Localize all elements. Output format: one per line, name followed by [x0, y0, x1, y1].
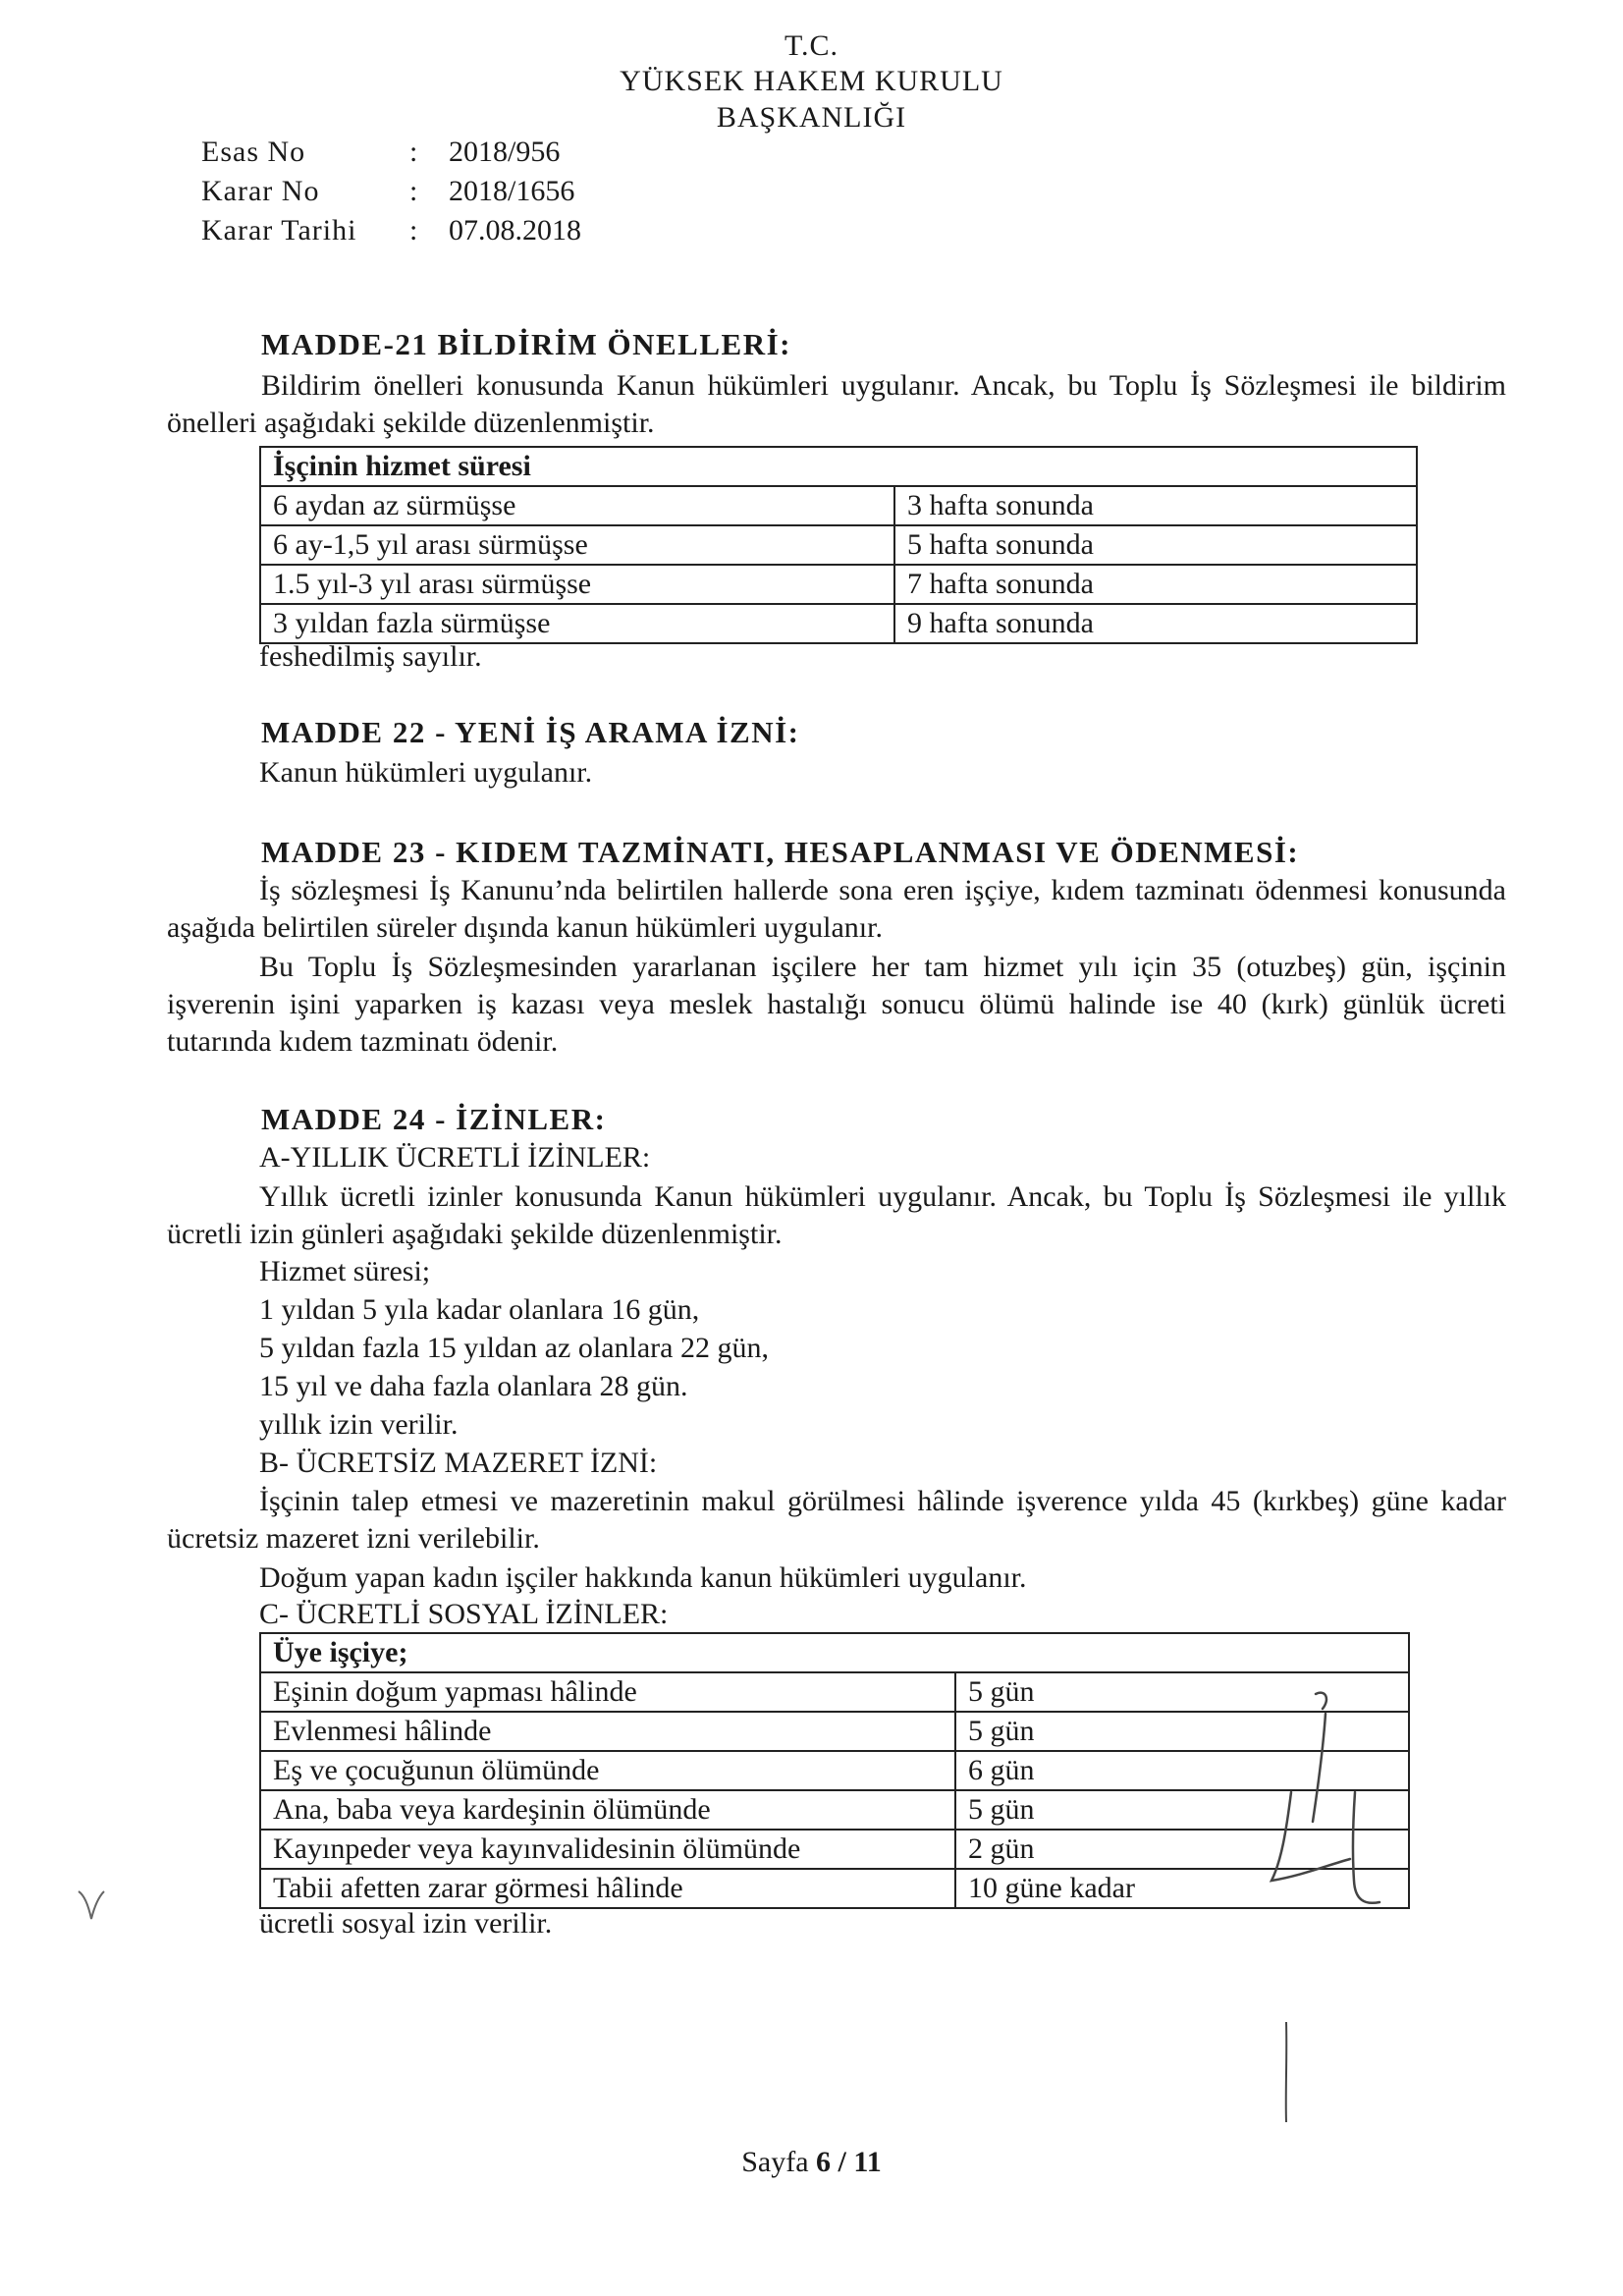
table-cell: 5 gün	[955, 1672, 1409, 1712]
margin-mark-icon	[75, 1886, 108, 1925]
page-total: 11	[853, 2146, 882, 2178]
table-row	[260, 565, 1417, 604]
madde24-c-title: C- ÜCRETLİ SOSYAL İZİNLER:	[259, 1598, 669, 1630]
table-cell: Evlenmesi hâlinde	[260, 1712, 955, 1751]
table-cell: 6 aydan az sürmüşse	[260, 486, 894, 525]
meta-colon: :	[409, 136, 418, 168]
meta-value: 2018/956	[449, 136, 561, 168]
notice-period-table	[259, 446, 1418, 644]
madde23-para2: Bu Toplu İş Sözleşmesinden yararlanan işçilere her tam hizmet yılı için 35 (otuzbeş) gün, işçinin işverenin işini yaparken iş kazası veya meslek hastalığı sonucu ölümü halinde ise 40 (kırk) günlük ücreti tutarında kıdem tazminatı ödenir.	[167, 951, 1506, 1058]
table-cell: 6 ay-1,5 yıl arası sürmüşse	[260, 525, 894, 565]
table-cell: 5 gün	[955, 1790, 1409, 1830]
table-cell: 3 yıldan fazla sürmüşse	[260, 604, 894, 643]
madde21-after: feshedilmiş sayılır.	[259, 640, 482, 673]
list-item: yıllık izin verilir.	[259, 1408, 459, 1441]
table-row	[260, 486, 1417, 525]
table-cell: 5 hafta sonunda	[894, 525, 1417, 565]
madde23-title: MADDE 23 - KIDEM TAZMİNATI, HESAPLANMASI VE ÖDENMESİ:	[261, 835, 1300, 869]
page-current: 6	[816, 2146, 832, 2178]
meta-value: 2018/1656	[449, 175, 575, 207]
meta-colon: :	[409, 214, 418, 246]
table-cell: 10 güne kadar	[955, 1869, 1409, 1908]
madde24-b-para2: Doğum yapan kadın işçiler hakkında kanun hükümleri uygulanır.	[259, 1561, 1027, 1594]
table-cell: 1.5 yıl-3 yıl arası sürmüşse	[260, 565, 894, 604]
madde24-b-title: B- ÜCRETSİZ MAZERET İZNİ:	[259, 1447, 658, 1479]
madde23-para1: İş sözleşmesi İş Kanunu’nda belirtilen hallerde sona eren işçiye, kıdem tazminatı ödenmesi konusunda aşağıda belirtilen süreler dışında kanun hükümleri uygulanır.	[167, 874, 1506, 944]
table-cell: 9 hafta sonunda	[894, 604, 1417, 643]
madde22-para: Kanun hükümleri uygulanır.	[259, 756, 593, 789]
madde24-title: MADDE 24 - İZİNLER:	[261, 1102, 607, 1136]
table-row	[260, 447, 1417, 486]
list-item: 15 yıl ve daha fazla olanlara 28 gün.	[259, 1370, 688, 1402]
table-cell: Tabii afetten zarar görmesi hâlinde	[260, 1869, 955, 1908]
table-cell: Ana, baba veya kardeşinin ölümünde	[260, 1790, 955, 1830]
madde21-para: Bildirim önelleri konusunda Kanun hükümleri uygulanır. Ancak, bu Toplu İş Sözleşmesi ile bildirim önelleri aşağıdaki şekilde düzenlenmiştir.	[167, 369, 1506, 439]
table-header: Üye işçiye;	[260, 1633, 1409, 1672]
meta-tarih	[201, 214, 581, 247]
margin-line-mark	[1276, 2018, 1296, 2126]
meta-value: 07.08.2018	[449, 214, 581, 246]
table-cell: 7 hafta sonunda	[894, 565, 1417, 604]
table-row	[260, 604, 1417, 643]
table-row	[260, 1633, 1409, 1672]
page-separator: /	[838, 2146, 846, 2178]
madde24-a-para: Yıllık ücretli izinler konusunda Kanun hükümleri uygulanır. Ancak, bu Toplu İş Sözleşmesi ile yıllık ücretli izin günleri aşağıdaki şekilde düzenlenmiştir.	[167, 1180, 1506, 1250]
table-cell: 6 gün	[955, 1751, 1409, 1790]
header-presidency: BAŞKANLIĞI	[716, 101, 907, 134]
list-item: Hizmet süresi;	[259, 1255, 431, 1287]
madde21-title: MADDE-21 BİLDİRİM ÖNELLERİ:	[261, 327, 791, 361]
meta-label: Karar No	[201, 175, 320, 207]
meta-label: Karar Tarihi	[201, 214, 357, 246]
table-cell: Eş ve çocuğunun ölümünde	[260, 1751, 955, 1790]
meta-karar	[201, 175, 574, 208]
page-number	[0, 2146, 1623, 2179]
page-prefix: Sayfa	[741, 2146, 809, 2178]
header-institution: YÜKSEK HAKEM KURULU	[620, 65, 1003, 97]
list-item: 5 yıldan fazla 15 yıldan az olanlara 22 gün,	[259, 1332, 769, 1364]
table-row	[260, 525, 1417, 565]
table-cell: Kayınpeder veya kayınvalidesinin ölümünde	[260, 1830, 955, 1869]
meta-esas	[201, 136, 560, 169]
header-tc: T.C.	[784, 29, 839, 62]
handwritten-initials	[1232, 1674, 1399, 1949]
meta-label: Esas No	[201, 136, 306, 168]
table-header: İşçinin hizmet süresi	[260, 447, 1417, 486]
madde24-b-para: İşçinin talep etmesi ve mazeretinin makul görülmesi hâlinde işverence yılda 45 (kırkbeş) güne kadar ücretsiz mazeret izni verilebilir.	[167, 1485, 1506, 1555]
table-cell: Eşinin doğum yapması hâlinde	[260, 1672, 955, 1712]
madde22-title: MADDE 22 - YENİ İŞ ARAMA İZNİ:	[261, 715, 800, 749]
madde24-a-title: A-YILLIK ÜCRETLİ İZİNLER:	[259, 1141, 651, 1174]
table-cell: 2 gün	[955, 1830, 1409, 1869]
table-cell: 5 gün	[955, 1712, 1409, 1751]
table-cell: 3 hafta sonunda	[894, 486, 1417, 525]
meta-colon: :	[409, 175, 418, 207]
list-item: 1 yıldan 5 yıla kadar olanlara 16 gün,	[259, 1293, 700, 1326]
madde24-after: ücretli sosyal izin verilir.	[259, 1907, 553, 1940]
